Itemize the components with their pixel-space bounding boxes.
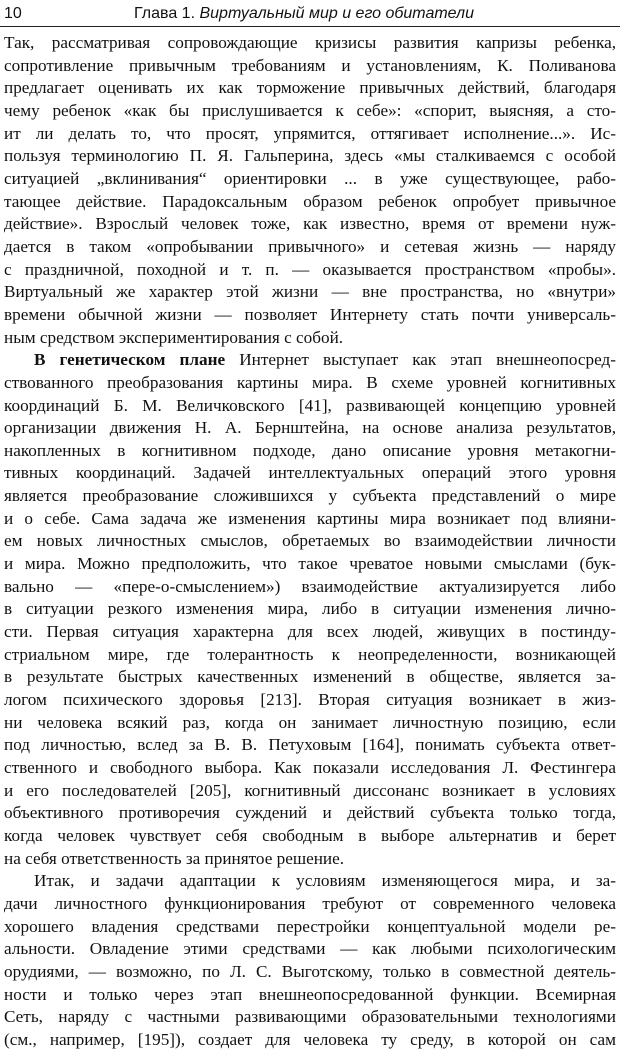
text-line: сти. Первая ситуация характерна для всех людей, живущих в постинду- bbox=[4, 622, 616, 642]
text-line: тающее действие. Парадоксальным образом ребенок опробует привычное bbox=[4, 191, 616, 211]
chapter-title: Виртуальный мир и его обитатели bbox=[199, 5, 474, 22]
paragraph-3 bbox=[4, 870, 616, 1051]
text-line: ственного и свободного выбора. Как показали исследования Л. Фестингера bbox=[4, 758, 616, 777]
text-line: накопленных в когнитивном подходе, дано описание уровня метакогни- bbox=[4, 440, 616, 460]
bold-lead: В генетическом плане bbox=[34, 350, 226, 370]
page-number: 10 bbox=[4, 5, 22, 22]
text-line: является преобразование сложившихся у субъекта представлений о мире bbox=[4, 486, 616, 506]
text-line: ит ли делать то, что просят, упрямится, оттягивает исполнение...». Ис- bbox=[4, 123, 616, 143]
text-line: дается в таком «опробывании привычного» и сетевая жизнь — наряду bbox=[4, 236, 616, 256]
text-line: объективного противоречия суждений и действий субъекта только тогда, bbox=[4, 803, 616, 823]
text-line: с праздничной, походной и т. п. — оказывается пространством «пробы». bbox=[4, 259, 616, 279]
text-line: ности и только через этап внешнеопосредованной функции. Всемирная bbox=[4, 984, 616, 1004]
text-line: ни человека всякий раз, когда он занимает личностную позицию, если bbox=[4, 712, 616, 732]
text-line: времени обычной жизни — позволяет Интернету стать почти универсаль- bbox=[4, 304, 616, 324]
text-line: ем новых личностных смыслов, обретаемых во взаимодействии личности bbox=[4, 531, 616, 551]
text-line: действие». Взрослый человек тоже, как известно, время от времени нуж- bbox=[4, 214, 616, 234]
chapter-label: Глава 1. bbox=[134, 5, 196, 22]
paragraph-1 bbox=[4, 32, 616, 349]
body-text bbox=[4, 32, 616, 1052]
text-line: ным средством экспериментирования с собой. bbox=[4, 327, 344, 347]
page-header bbox=[4, 4, 616, 26]
text-line: предлагает оценивать их как торможение привычных действий, благодаря bbox=[4, 78, 616, 98]
text-line: альности. Овладение этими средствами — как любыми психологическим bbox=[4, 939, 616, 959]
text-line: Так, рассматривая сопровождающие кризисы развития капризы ребенка, bbox=[4, 33, 616, 52]
text-line: организации движения Н. А. Бернштейна, на основе анализа результатов, bbox=[4, 418, 616, 438]
text-line: вально — «пере-о-смыслением») взаимодействие актуализируется либо bbox=[4, 576, 616, 596]
text-line: в ситуации резкого изменения мира, либо в ситуации изменения лично- bbox=[4, 599, 616, 619]
text-line: логом психического здоровья [213]. Вторая ситуация возникает в жиз- bbox=[4, 690, 616, 710]
text-line: Виртуальный же характер этой жизни — вне пространства, но «внутри» bbox=[4, 282, 616, 302]
text-line: чему ребенок «как бы прислушивается к себе»: «спорит, выясняя, а сто- bbox=[4, 100, 616, 120]
running-head bbox=[134, 4, 474, 24]
text-line: и о себе. Сама задача же изменения картины мира возникает под влияни- bbox=[4, 508, 616, 528]
text-line: стриальном мире, где толерантность к неопределенности, возникающей bbox=[4, 644, 616, 664]
text-line: тивных координаций. Задачей интеллектуальных операций этого уровня bbox=[4, 463, 616, 483]
text-line: Итак, и задачи адаптации к условиям изменяющегося мира, и за- bbox=[34, 871, 616, 891]
text-line: хорошего владения средствами перестройки концептуальной модели ре- bbox=[4, 916, 616, 936]
text-line: сопротивление привычным требованиям и установлениям, К. Поливанова bbox=[4, 55, 616, 75]
first-line-rest: Интернет выступает как этап внешнеопосред- bbox=[225, 350, 617, 370]
text-line: дачи личностного функционирования требуют от современного человека bbox=[4, 893, 616, 913]
text-line: пользуя терминологию П. Я. Гальперина, здесь «мы сталкиваемся с особой bbox=[4, 146, 616, 166]
text-line: ситуацией „вклинивания“ ориентировки ... в уже существующее, рабо- bbox=[4, 168, 616, 188]
paragraph-2 bbox=[4, 349, 616, 870]
header-rule bbox=[0, 26, 620, 27]
text-line: под личностью, вслед за В. В. Петуховым [164], понимать субъекта ответ- bbox=[4, 735, 616, 755]
text-line: Сеть, наряду с частными развивающими образовательными технологиями bbox=[4, 1007, 616, 1027]
text-line: ствованного преобразования картины мира. В схеме уровней когнитивных bbox=[4, 372, 616, 392]
text-line: когда человек чувствует себя свободным в выборе альтернатив и берет bbox=[4, 825, 616, 845]
text-line bbox=[4, 349, 616, 372]
text-line: и мира. Можно предположить, что такое чреватое новыми смыслами (бук- bbox=[4, 554, 616, 574]
text-line: и его последователей [205], когнитивный диссонанс возникает в условиях bbox=[4, 780, 616, 800]
text-line: в результате быстрых качественных изменений в обществе, является за- bbox=[4, 667, 616, 687]
text-line: координаций Б. М. Величковского [41], развивающей концепцию уровней bbox=[4, 395, 616, 415]
text-line: на себя ответственность за принятое решение. bbox=[4, 848, 345, 868]
text-line: орудиями, — возможно, по Л. С. Выготскому, только в совместной деятель- bbox=[4, 961, 616, 981]
text-line: (см., например, [195]), создает для человека ту среду, в которой он сам bbox=[4, 1029, 616, 1049]
